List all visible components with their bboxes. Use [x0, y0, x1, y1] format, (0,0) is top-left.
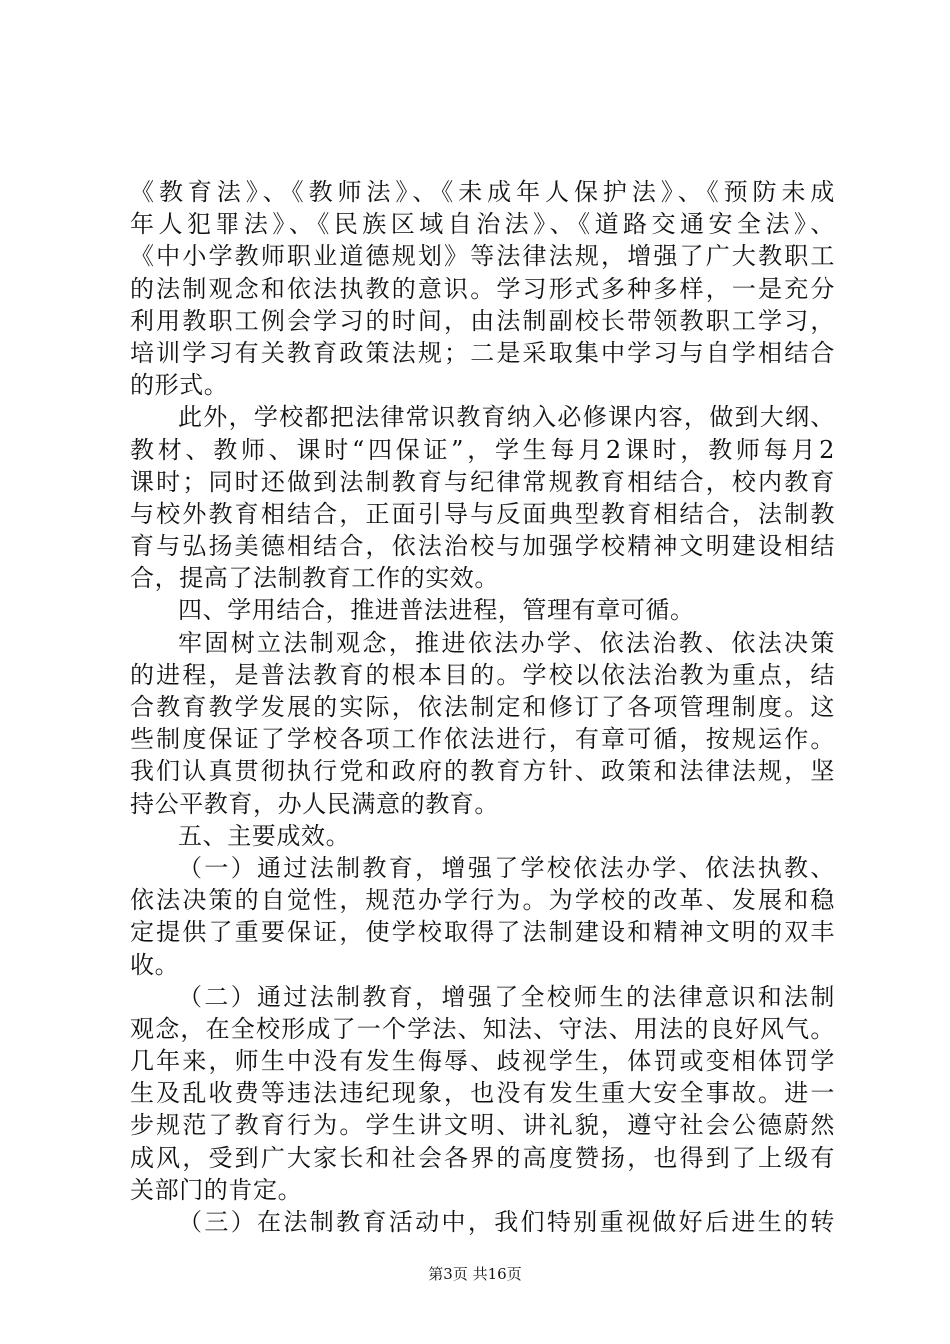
document-body	[130, 176, 835, 1238]
text-line: 年人犯罪法》、《民族区域自治法》、《道路交通安全法》、	[130, 210, 835, 239]
text-line: 培训学习有关教育政策法规；二是采取集中学习与自学相结合	[130, 338, 835, 367]
text-line: 观念，在全校形成了一个学法、知法、守法、用法的良好风气。	[130, 1014, 835, 1043]
text-line: 些制度保证了学校各项工作依法进行，有章可循，按规运作。	[130, 725, 835, 754]
page-number-footer: 第3页 共16页	[428, 1265, 522, 1283]
text-line: 此外，学校都把法律常识教育纳入必修课内容，做到大纲、	[178, 403, 835, 432]
text-line: 《教育法》、《教师法》、《未成年人保护法》、《预防未成	[130, 178, 835, 206]
text-line: 持公平教育，办人民满意的教育。	[130, 789, 499, 818]
text-line: 生及乱收费等违法违纪现象，也没有发生重大安全事故。进一	[130, 1079, 835, 1108]
text-line: 关部门的肯定。	[130, 1175, 303, 1204]
text-line: 课时；同时还做到法制教育与纪律常规教育相结合，校内教育	[130, 467, 835, 496]
text-line: （一）通过法制教育，增强了学校依法办学、依法执教、	[178, 853, 835, 882]
text-line: 育与弘扬美德相结合，依法治校与加强学校精神文明建设相结	[130, 532, 835, 561]
text-line: 几年来，师生中没有发生侮辱、歧视学生，体罚或变相体罚学	[130, 1047, 835, 1076]
text-line: 我们认真贯彻执行党和政府的教育方针、政策和法律法规，坚	[130, 757, 835, 786]
text-line: 成风，受到广大家长和社会各界的高度赞扬，也得到了上级有	[130, 1143, 835, 1172]
text-line: 的进程，是普法教育的根本目的。学校以依法治教为重点，结	[130, 660, 835, 689]
section-heading: 四、学用结合，推进普法进程，管理有章可循。	[178, 596, 695, 625]
text-line: 的形式。	[130, 371, 229, 400]
text-line: 收。	[130, 950, 180, 979]
text-line: 合，提高了法制教育工作的实效。	[130, 564, 499, 593]
text-line: 定提供了重要保证，使学校取得了法制建设和精神文明的双丰	[130, 918, 835, 947]
text-line: （三）在法制教育活动中，我们特别重视做好后进生的转	[178, 1208, 835, 1236]
text-line: 《中小学教师职业道德规划》等法律法规，增强了广大教职工	[130, 242, 835, 271]
text-line: 步规范了教育行为。学生讲文明、讲礼貌，遵守社会公德蔚然	[130, 1111, 835, 1140]
text-line: （二）通过法制教育，增强了全校师生的法律意识和法制	[178, 982, 835, 1011]
section-heading: 五、主要成效。	[178, 821, 351, 850]
text-line: 与校外教育相结合，正面引导与反面典型教育相结合，法制教	[130, 499, 835, 528]
text-line: 合教育教学发展的实际，依法制定和修订了各项管理制度。这	[130, 693, 835, 721]
text-line: 利用教职工例会学习的时间，由法制副校长带领教职工学习，	[130, 306, 835, 335]
text-line: 教材、教师、课时“四保证”，学生每月2课时，教师每月2	[130, 435, 835, 464]
text-line: 牢固树立法制观念，推进依法办学、依法治教、依法决策	[178, 628, 835, 657]
text-line: 的法制观念和依法执教的意识。学习形式多种多样，一是充分	[130, 274, 835, 303]
text-line: 依法决策的自觉性，规范办学行为。为学校的改革、发展和稳	[130, 886, 835, 915]
